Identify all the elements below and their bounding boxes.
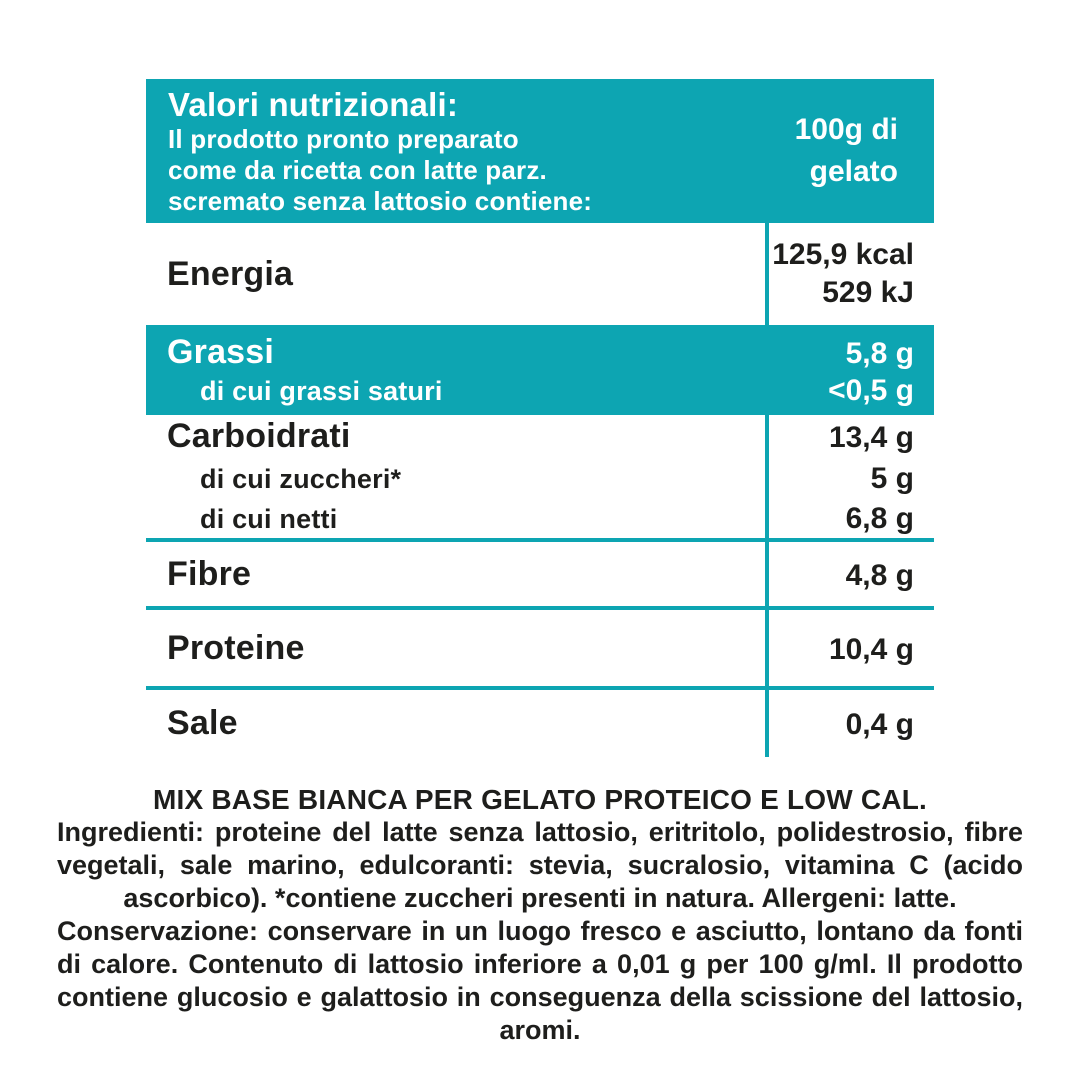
table-header-text [168, 86, 795, 217]
grassi-saturi-label: di cui grassi saturi [200, 375, 443, 406]
sale-value: 0,4 g [845, 708, 914, 741]
proteine-value: 10,4 g [828, 632, 914, 666]
sale-label: Sale [167, 704, 238, 742]
header-column-label-line-1: 100g di [794, 113, 898, 146]
row-grassi-highlight [146, 325, 934, 415]
energia-label: Energia [167, 254, 294, 293]
grassi-value: 5,8 g [845, 336, 914, 370]
energia-value-kj: 529 kJ [822, 276, 914, 309]
row-sale [146, 690, 934, 757]
table-body [146, 223, 934, 757]
table-header [146, 79, 934, 223]
fibre-label: Fibre [167, 554, 252, 593]
energia-values [772, 236, 914, 312]
zuccheri-label: di cui zuccheri* [200, 464, 402, 494]
grassi-label: Grassi [167, 332, 275, 371]
row-energia [146, 223, 934, 325]
column-divider-line [765, 223, 769, 757]
carboidrati-label: Carboidrati [167, 417, 351, 455]
energia-value-kcal: 125,9 kcal [772, 238, 914, 271]
fibre-value: 4,8 g [845, 558, 914, 592]
header-subtitle-line-1: Il prodotto pronto preparato [168, 123, 519, 154]
row-fibre [146, 542, 934, 606]
netti-label: di cui netti [200, 504, 338, 534]
header-subtitle-line-3: scremato senza lattosio contiene: [168, 185, 593, 216]
header-subtitle-line-2: come da ricetta con latte parz. [168, 154, 547, 185]
zuccheri-value: 5 g [870, 462, 914, 495]
storage-paragraph: Conservazione: conservare in un luogo fresco e asciutto, lontano da fonti di calore. Contenuto di lattosio inferiore a 0,01 g per 100 g/ml. Il prodotto contiene glucosio e galattosio in conseguenza della scissione del lattosio, aromi. [57, 916, 1023, 1045]
proteine-label: Proteine [167, 628, 305, 667]
footer-text-block [57, 783, 1023, 1047]
row-proteine [146, 610, 934, 686]
header-title: Valori nutrizionali: [168, 85, 459, 123]
carboidrati-value: 13,4 g [828, 421, 914, 454]
footer-product-title: MIX BASE BIANCA PER GELATO PROTEICO E LOW CAL. [152, 784, 928, 815]
row-carboidrati [146, 415, 934, 538]
netti-value: 6,8 g [845, 502, 914, 535]
header-column-label [795, 109, 898, 193]
grassi-saturi-value: <0,5 g [828, 373, 914, 407]
header-column-label-line-2: gelato [809, 155, 898, 188]
nutrition-table [146, 79, 934, 757]
ingredients-paragraph: Ingredienti: proteine del latte senza lattosio, eritritolo, polidestrosio, fibre vegetali, sale marino, edulcoranti: stevia, sucralosio, vitamina C (acido ascorbico). *contiene zuccheri presenti in natura. Allergeni: latte. [57, 817, 1023, 913]
